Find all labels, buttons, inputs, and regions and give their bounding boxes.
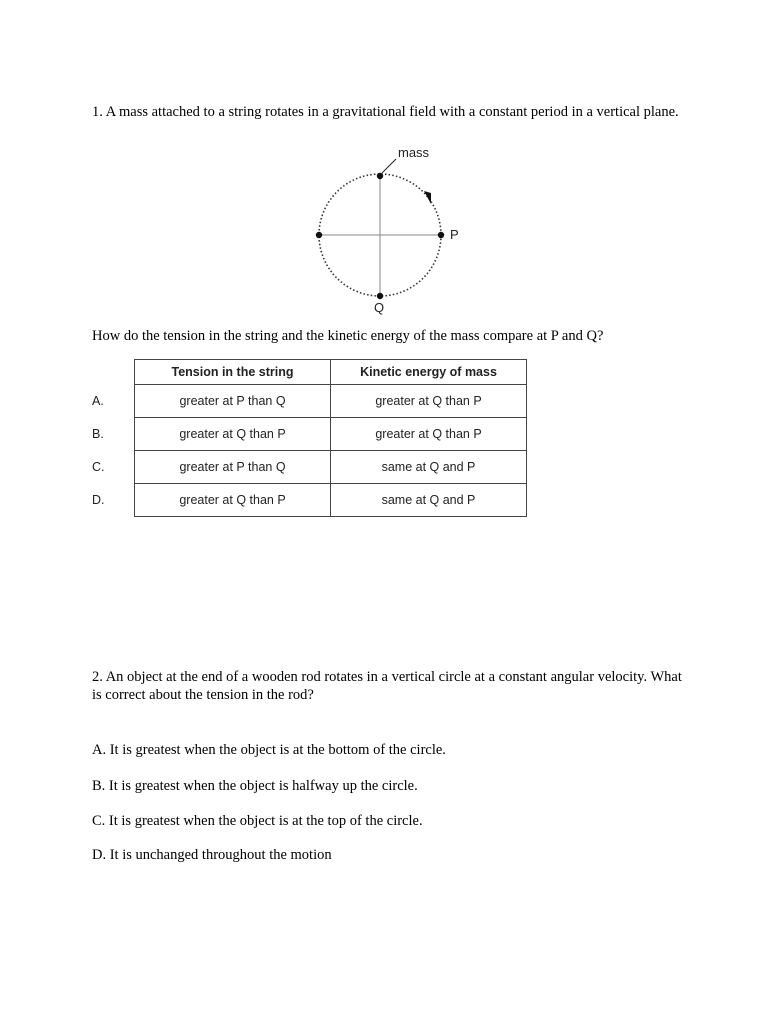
option-label: C. <box>92 460 105 474</box>
label-q: Q <box>374 300 385 315</box>
tension-cell: greater at Q than P <box>135 418 331 451</box>
question-2-option-d: D. It is unchanged throughout the motion <box>92 847 332 863</box>
question-2-option-c: C. It is greatest when the object is at the top of the circle. <box>92 813 423 829</box>
kinetic-cell: same at Q and P <box>331 451 527 484</box>
table-row <box>92 385 527 418</box>
point-p-dot <box>438 232 444 238</box>
question-1-prompt: How do the tension in the string and the kinetic energy of the mass compare at P and Q? <box>92 328 604 344</box>
question-2-option-b: B. It is greatest when the object is halfway up the circle. <box>92 778 418 794</box>
tension-cell: greater at Q than P <box>135 484 331 517</box>
tension-cell: greater at P than Q <box>135 451 331 484</box>
kinetic-cell: greater at Q than P <box>331 418 527 451</box>
mass-pointer-line <box>382 159 396 173</box>
question-2-option-a: A. It is greatest when the object is at the bottom of the circle. <box>92 742 446 758</box>
table-header-row <box>92 360 527 385</box>
circular-motion-diagram <box>280 140 480 315</box>
question-1-stem: 1. A mass attached to a string rotates in a gravitational field with a constant period in a vertical plane. <box>92 104 679 120</box>
label-p: P <box>450 227 459 242</box>
question-2-stem: 2. An object at the end of a wooden rod rotates in a vertical circle at a constant angular velocity. What is correct about the tension in the rod? <box>92 669 682 703</box>
header-option <box>92 360 135 385</box>
table-row <box>92 484 527 517</box>
kinetic-cell: greater at Q than P <box>331 385 527 418</box>
label-mass: mass <box>398 145 430 160</box>
option-label: B. <box>92 427 104 441</box>
tension-cell: greater at P than Q <box>135 385 331 418</box>
point-q-dot <box>377 293 383 299</box>
option-label: A. <box>92 394 104 408</box>
answer-table <box>92 359 527 517</box>
option-label: D. <box>92 493 105 507</box>
table-row <box>92 418 527 451</box>
left-point-dot <box>316 232 322 238</box>
header-tension: Tension in the string <box>135 360 331 385</box>
header-kinetic: Kinetic energy of mass <box>331 360 527 385</box>
kinetic-cell: same at Q and P <box>331 484 527 517</box>
table-row <box>92 451 527 484</box>
mass-dot <box>377 173 383 179</box>
